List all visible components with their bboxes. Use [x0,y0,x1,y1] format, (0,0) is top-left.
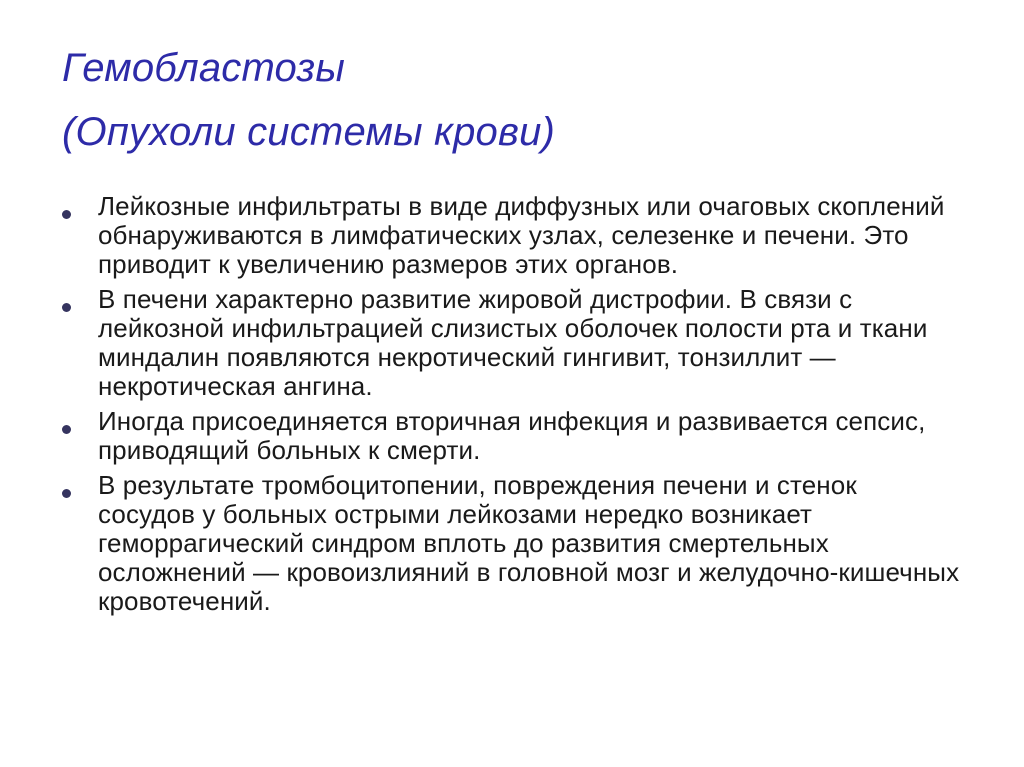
bullet-text: В печени характерно развитие жировой дистрофии. В связи с лейкозной инфильтрацией слизистых оболочек полости рта и ткани миндалин появляются некротический гингивит, тонзиллит — некротическая ангина. [98,284,928,401]
bullet-text: Иногда присоединяется вторичная инфекция и развивается сепсис, приводящий больных к смерти. [98,406,926,465]
bullet-dot-icon [62,210,71,219]
bullet-dot-icon [62,303,71,312]
bullet-item [60,192,960,279]
bullet-dot-icon [62,489,71,498]
bullet-text: Лейкозные инфильтраты в виде диффузных или очаговых скоплений обнаруживаются в лимфатических узлах, селезенке и печени. Это приводит к увеличению размеров этих органов. [98,191,945,279]
slide-title [62,36,962,164]
bullet-item [60,471,960,616]
title-line-1: Гемобластозы [62,46,345,90]
bullet-list [60,192,960,622]
bullet-item [60,407,960,465]
bullet-item [60,285,960,401]
bullet-text: В результате тромбоцитопении, повреждения печени и стенок сосудов у больных острыми лейкозами нередко возникает геморрагический синдром вплоть до развития смертельных осложнений — кровоизлияний в головной мозг и желудочно-кишечных кровотечений. [98,470,960,616]
bullet-dot-icon [62,425,71,434]
title-line-2: (Опухоли системы крови) [62,110,556,154]
